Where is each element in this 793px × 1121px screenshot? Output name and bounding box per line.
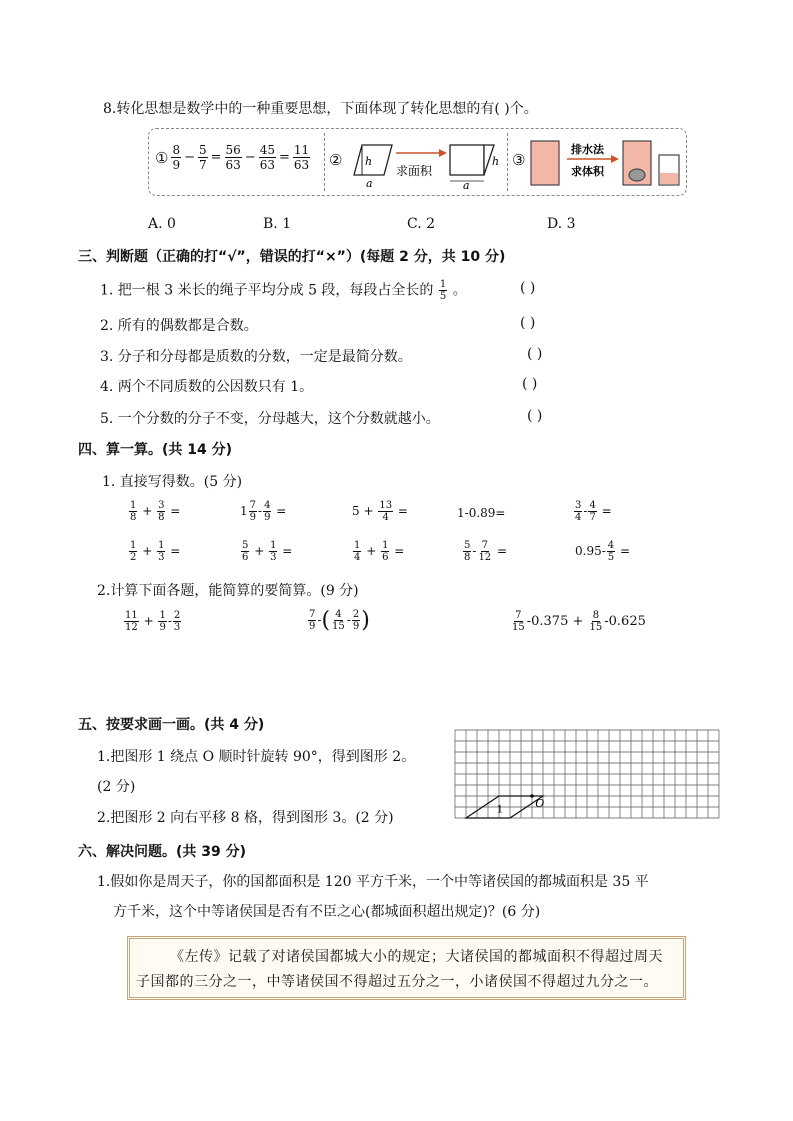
point-o-label: O <box>535 797 545 810</box>
section-4-sub-1: 1. 直接写得数。(5 分) <box>102 474 243 490</box>
point-o <box>530 794 534 798</box>
calc-4: 1-0.89= <box>457 506 506 520</box>
draw-item-1-points: (2 分) <box>97 779 136 795</box>
water-displacement-diagram <box>529 133 684 191</box>
figure-1-fraction-equation: ① $\frac{8}{9}$ − $\frac{5}{7}$ = $\frac{56}{63}$ − $\frac{45}{63}$ = $\frac{11}{63}$ <box>155 143 310 172</box>
answer-blank-5[interactable]: ( ) <box>527 408 543 424</box>
calc-7: $\frac{5}{6}$ + $\frac{1}{3}$ = <box>242 540 293 563</box>
svg-text:h: h <box>492 155 500 168</box>
answer-blank-2[interactable]: ( ) <box>520 315 536 331</box>
svg-text:求体积: 求体积 <box>571 165 604 178</box>
answer-blank-1[interactable]: ( ) <box>520 280 536 296</box>
calc-3: 5 + $\frac{13}{4}$ = <box>352 500 408 523</box>
calc-2: 1 $\frac{7}{9}$ - $\frac{4}{9}$ = <box>240 500 287 523</box>
option-c[interactable]: C. 2 <box>407 216 436 232</box>
calc-9: $\frac{5}{8}$ - $\frac{7}{12}$ = <box>464 540 508 563</box>
figure-2-number: ② <box>329 151 343 169</box>
section-5-title: 五、按要求画一画。(共 4 分) <box>78 717 265 733</box>
quote-line-1: 《左传》记载了对诸侯国都城大小的规定；大诸侯国的都城面积不得超过周天 <box>170 949 663 965</box>
judge-item-1: 1. 把一根 3 米长的绳子平均分成 5 段，每段占全长的 $\frac{1}{5}$ 。 <box>100 279 467 302</box>
judge-item-5: 5. 一个分数的分子不变，分母越大，这个分数就越小。 <box>100 411 440 427</box>
judge-item-4: 4. 两个不同质数的公因数只有 1。 <box>100 379 314 395</box>
section-4-sub-2: 2.计算下面各题，能简算的要简算。(9 分) <box>97 583 359 599</box>
problem-1-line-1: 1.假如你是周天子，你的国都面积是 120 平方千米，一个中等诸侯国的都城面积是 35 平 <box>97 874 649 890</box>
svg-text:排水法: 排水法 <box>571 143 604 156</box>
parallelogram-transform-diagram <box>344 135 504 191</box>
question-8-text: 8.转化思想是数学中的一种重要思想，下面体现了转化思想的有( )个。 <box>103 101 538 117</box>
judge-item-3: 3. 分子和分母都是质数的分数，一定是最简分数。 <box>100 349 412 365</box>
answer-blank-3[interactable]: ( ) <box>527 346 543 362</box>
calc-12: $\frac{7}{9}$ -( $\frac{4}{15}$ - $\frac{2}{9}$ ) <box>309 608 370 633</box>
calc-1: $\frac{1}{8}$ + $\frac{3}{8}$ = <box>130 500 181 523</box>
figure-1-number: ① <box>155 148 169 167</box>
svg-text:a: a <box>366 177 373 190</box>
problem-1-line-2: 方千米，这个中等诸侯国是否有不臣之心(都城面积超出规定)？(6 分) <box>113 904 541 920</box>
question-8-figure-box <box>148 128 687 196</box>
figure-3-number: ③ <box>512 151 526 169</box>
figure-1-label: 1 <box>496 804 504 816</box>
calc-11: $\frac{11}{12}$ + $\frac{1}{9}$ - $\frac{2}{3}$ <box>125 610 181 633</box>
calc-8: $\frac{1}{4}$ + $\frac{1}{6}$ = <box>354 540 405 563</box>
calc-5: $\frac{3}{4}$ - $\frac{4}{7}$ = <box>575 500 612 523</box>
drawing-grid[interactable] <box>454 729 724 821</box>
divider <box>324 133 325 191</box>
draw-item-2: 2.把图形 2 向右平移 8 格，得到图形 3。(2 分) <box>97 810 394 826</box>
calc-10: 0.95- $\frac{4}{5}$ = <box>575 540 631 563</box>
svg-text:a: a <box>463 179 470 191</box>
judge-item-2: 2. 所有的偶数都是合数。 <box>100 318 258 334</box>
divider <box>507 133 508 191</box>
calc-6: $\frac{1}{2}$ + $\frac{1}{3}$ = <box>130 540 181 563</box>
draw-item-1: 1.把图形 1 绕点 O 顺时针旋转 90°，得到图形 2。 <box>97 749 416 765</box>
option-d[interactable]: D. 3 <box>547 216 576 232</box>
calc-13: $\frac{7}{15}$ -0.375 + $\frac{8}{15}$ -0.625 <box>512 610 646 633</box>
section-3-title: 三、判断题（正确的打“√”，错误的打“×”）(每题 2 分，共 10 分) <box>78 249 506 265</box>
svg-text:h: h <box>365 155 373 168</box>
section-6-title: 六、解决问题。(共 39 分) <box>78 844 247 860</box>
svg-text:求面积: 求面积 <box>396 164 433 178</box>
section-4-title: 四、算一算。(共 14 分) <box>78 442 233 458</box>
option-a[interactable]: A. 0 <box>148 216 176 232</box>
answer-blank-4[interactable]: ( ) <box>522 376 538 392</box>
quote-line-2: 子国都的三分之一，中等诸侯国不得超过五分之一，小诸侯国不得超过九分之一。 <box>136 974 658 990</box>
option-b[interactable]: B. 1 <box>263 216 292 232</box>
zuozhuan-quote-box <box>127 936 686 1000</box>
